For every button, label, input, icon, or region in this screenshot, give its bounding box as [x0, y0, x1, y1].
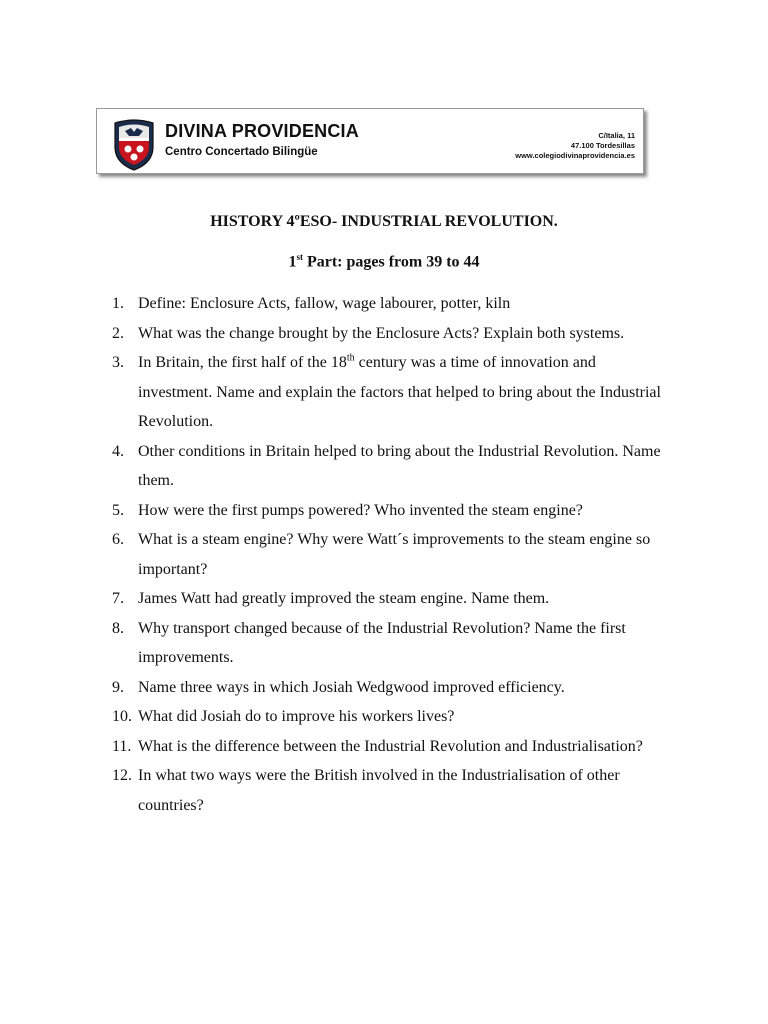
question-item: 9. Name three ways in which Josiah Wedgwood improved efficiency. [112, 678, 565, 696]
question-item: 10. What did Josiah do to improve his workers lives? [112, 708, 455, 725]
question-item: 3. In Britain, the first half of the 18th century was a time of innovation and investment. Name and explain the factors that helped to bring about the Industrial Revolution. [112, 352, 661, 430]
school-address [515, 131, 635, 161]
school-subtitle: Centro Concertado Bilingüe [165, 146, 318, 158]
question-item: 5. How were the first pumps powered? Who invented the steam engine? [112, 501, 583, 519]
address-street: C/Italia, 11 [598, 131, 635, 140]
document-title: HISTORY 4ºESO- INDUSTRIAL REVOLUTION. [210, 213, 558, 230]
question-item: 2. What was the change brought by the Enclosure Acts? Explain both systems. [112, 324, 625, 342]
question-item: 6. What is a steam engine? Why were Watt´s improvements to the steam engine so important? [112, 531, 651, 578]
school-letterhead [96, 108, 644, 174]
document-subtitle: 1st Part: pages from 39 to 44 [288, 252, 480, 271]
question-item: 11. What is the difference between the Industrial Revolution and Industrialisation? [112, 737, 643, 755]
question-item: 4. Other conditions in Britain helped to bring about the Industrial Revolution. Name them. [112, 442, 661, 489]
school-name: DIVINA PROVIDENCIA [165, 121, 359, 141]
question-item: 7. James Watt had greatly improved the steam engine. Name them. [112, 590, 550, 607]
question-item: 1. Define: Enclosure Acts, fallow, wage labourer, potter, kiln [112, 295, 511, 312]
question-item: 8. Why transport changed because of the Industrial Revolution? Name the first improvements. [112, 619, 626, 666]
question-item: 12. In what two ways were the British involved in the Industrialisation of other countries? [112, 767, 620, 814]
address-city: 47.100 Tordesillas [570, 141, 635, 150]
school-crest-icon [111, 117, 157, 171]
address-website: www.colegiodivinaprovidencia.es [515, 151, 635, 160]
question-list [112, 289, 672, 820]
